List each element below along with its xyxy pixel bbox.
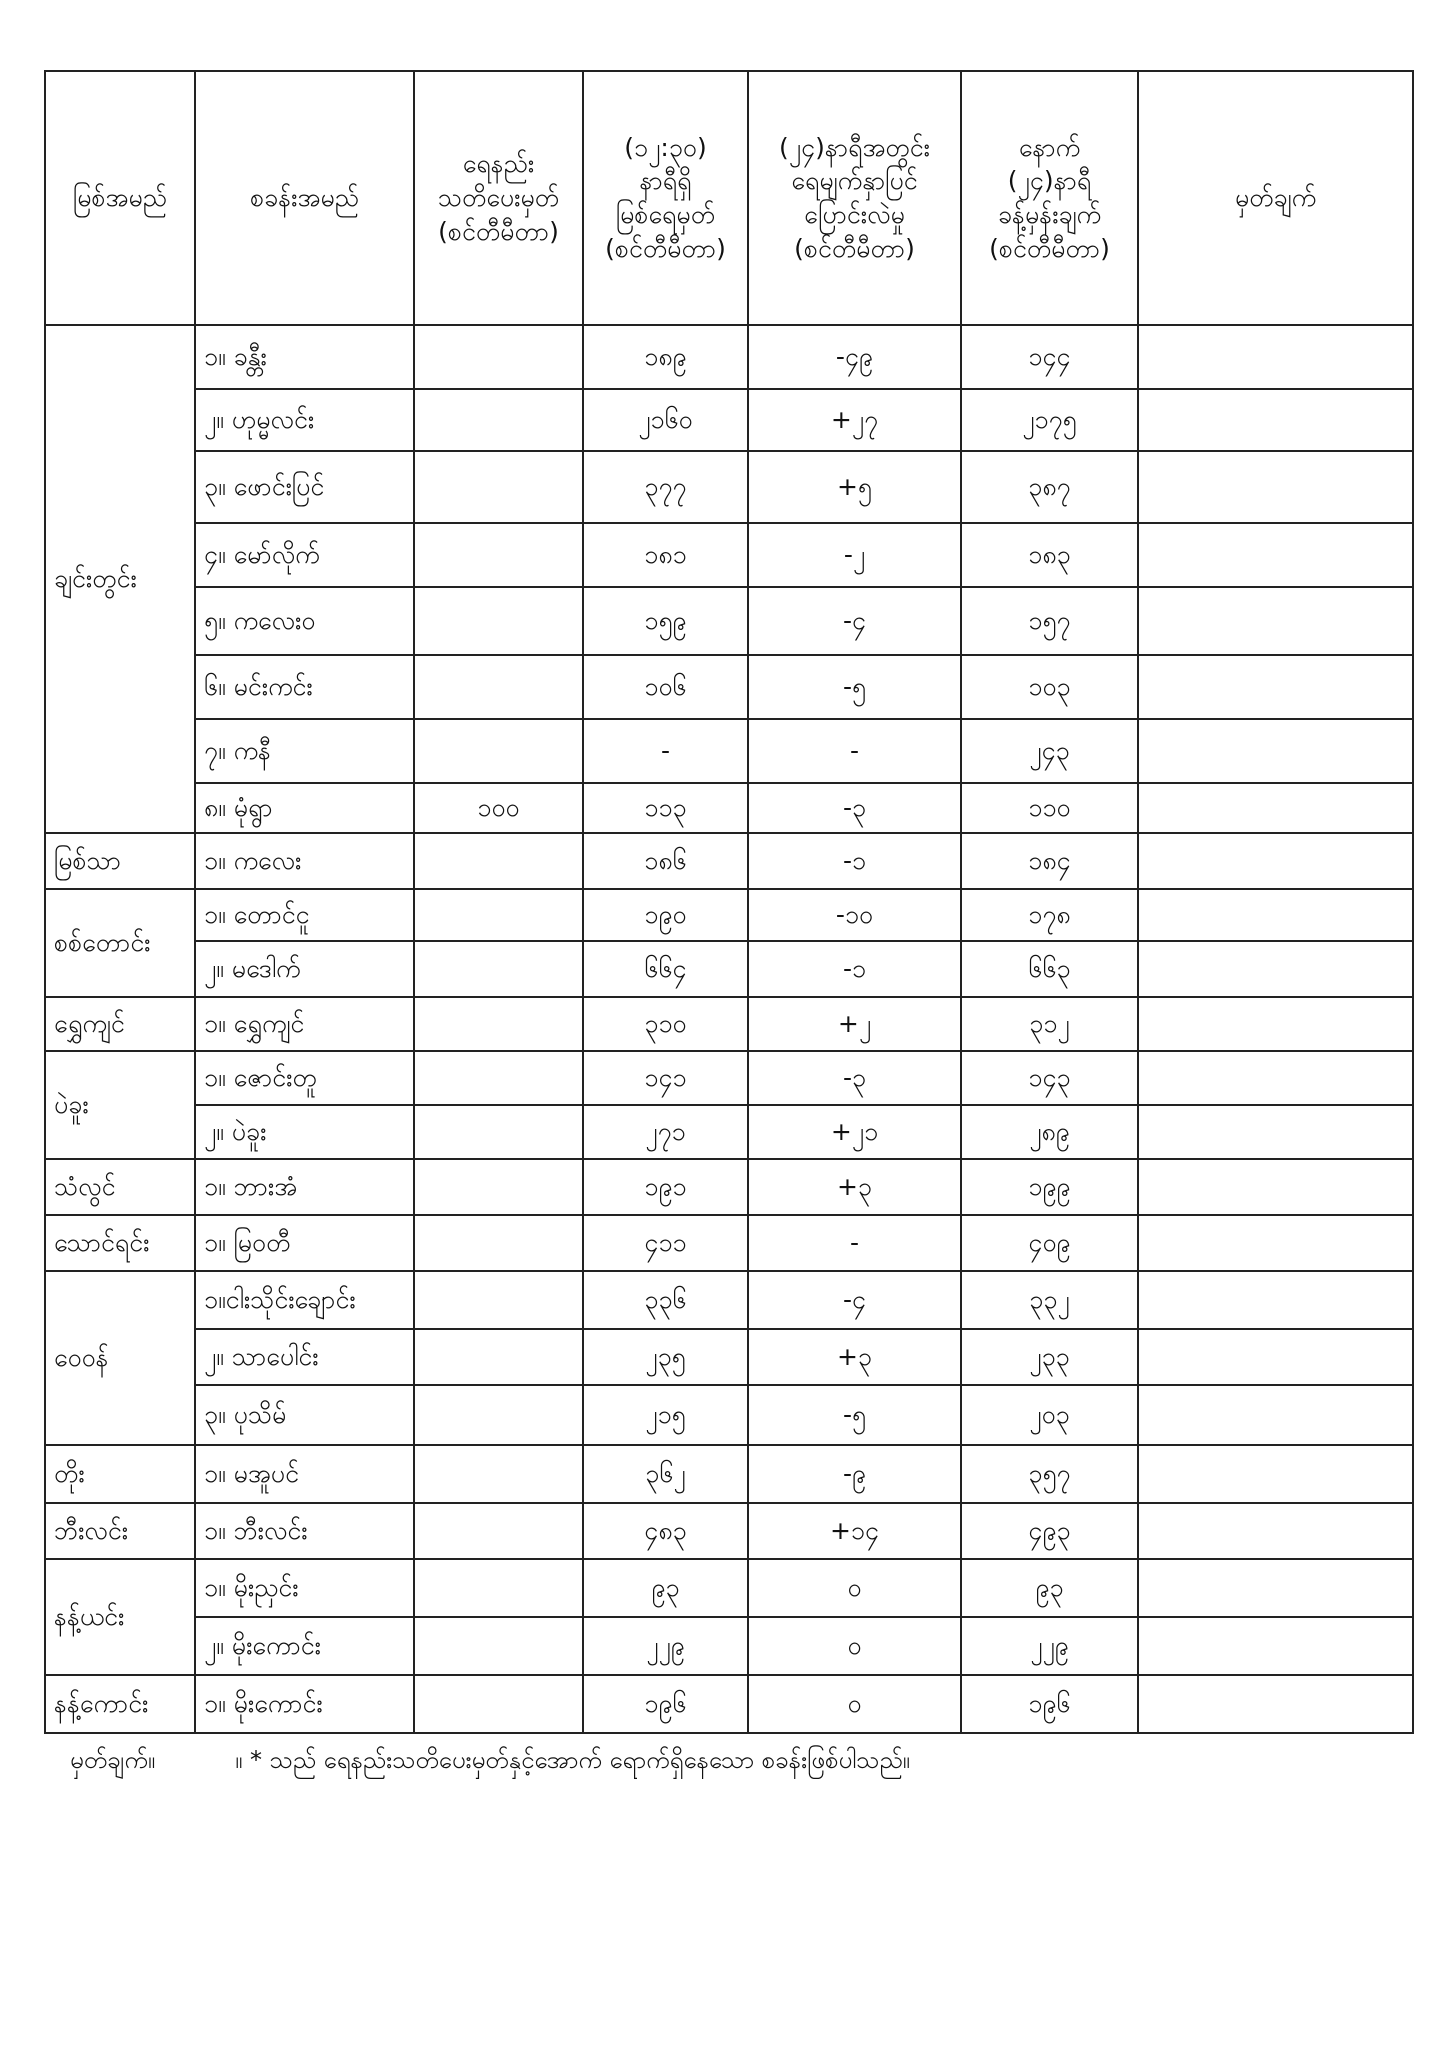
table-row bbox=[45, 1559, 1413, 1617]
forecast-cell: ၃၈၇ bbox=[961, 451, 1138, 523]
table-row bbox=[45, 941, 1413, 997]
level-change-cell: -၄ bbox=[748, 587, 961, 655]
header-line: မြစ်ရေမှတ် bbox=[615, 200, 716, 229]
station-name-cell: ၁။ ခန္တီး bbox=[195, 325, 414, 389]
table-row bbox=[45, 719, 1413, 783]
water-level-cell: ၁၈၉ bbox=[583, 325, 748, 389]
level-change-cell: -၅ bbox=[748, 655, 961, 719]
station-name-cell: ၅။ ကလေးဝ bbox=[195, 587, 414, 655]
table-row bbox=[45, 389, 1413, 451]
header-line: သတိပေးမှတ် bbox=[437, 183, 560, 213]
station-name-cell: ၁။ ရွှေကျင် bbox=[195, 997, 414, 1051]
table-row bbox=[45, 1051, 1413, 1105]
river-name-cell: ဝေဝန် bbox=[45, 1271, 195, 1445]
low-warning-cell bbox=[414, 325, 583, 389]
header-line: ရေနည်း bbox=[462, 149, 535, 179]
forecast-cell: ၃၅၇ bbox=[961, 1445, 1138, 1503]
water-level-cell: ၄၁၁ bbox=[583, 1215, 748, 1271]
station-name-cell: ၆။ မင်းကင်း bbox=[195, 655, 414, 719]
water-level-cell: ၂၂၉ bbox=[583, 1617, 748, 1675]
station-name-cell: ၂။ ပဲခူး bbox=[195, 1105, 414, 1159]
remark-cell bbox=[1138, 1105, 1413, 1159]
table-row bbox=[45, 833, 1413, 889]
water-level-cell: ၂၁၅ bbox=[583, 1385, 748, 1445]
water-level-cell: - bbox=[583, 719, 748, 783]
water-level-cell: ၆၆၄ bbox=[583, 941, 748, 997]
table-row bbox=[45, 1503, 1413, 1559]
station-name-cell: ၁။ငါးသိုင်းချောင်း bbox=[195, 1271, 414, 1329]
forecast-cell: ၁၇၈ bbox=[961, 889, 1138, 941]
header-line: ရေမျက်နှာပြင် bbox=[791, 166, 918, 196]
header-line: စခန်းအမည် bbox=[250, 183, 359, 213]
table-row bbox=[45, 1271, 1413, 1329]
remark-cell bbox=[1138, 523, 1413, 587]
water-level-cell: ၁၉၁ bbox=[583, 1159, 748, 1215]
low-warning-cell bbox=[414, 1271, 583, 1329]
header-remarks bbox=[1138, 71, 1413, 325]
station-name-cell: ၈။ မုံရွာ bbox=[195, 783, 414, 833]
water-level-cell: ၁၉၀ bbox=[583, 889, 748, 941]
remark-cell bbox=[1138, 1445, 1413, 1503]
station-name-cell: ၁။ မအူပင် bbox=[195, 1445, 414, 1503]
forecast-cell: ၄၀၉ bbox=[961, 1215, 1138, 1271]
level-change-cell: -၉ bbox=[748, 1445, 961, 1503]
forecast-cell: ၃၁၂ bbox=[961, 997, 1138, 1051]
level-change-cell: +၃ bbox=[748, 1159, 961, 1215]
header-row bbox=[45, 71, 1413, 325]
forecast-cell: ၆၆၃ bbox=[961, 941, 1138, 997]
header-line: နောက် bbox=[1018, 132, 1081, 162]
low-warning-cell bbox=[414, 1675, 583, 1733]
river-name-cell: ဘီးလင်း bbox=[45, 1503, 195, 1559]
river-level-table bbox=[44, 70, 1414, 1734]
level-change-cell: -၁၀ bbox=[748, 889, 961, 941]
remark-cell bbox=[1138, 389, 1413, 451]
table-row bbox=[45, 997, 1413, 1051]
header-line: နာရီရှိ bbox=[639, 166, 692, 196]
remark-cell bbox=[1138, 941, 1413, 997]
level-change-cell: -၁ bbox=[748, 833, 961, 889]
low-warning-cell bbox=[414, 1385, 583, 1445]
remark-cell bbox=[1138, 1675, 1413, 1733]
river-name-cell: တိုး bbox=[45, 1445, 195, 1503]
river-name-cell: သောင်ရင်း bbox=[45, 1215, 195, 1271]
header-line: ခန့်မှန်းချက် bbox=[997, 200, 1102, 229]
remark-cell bbox=[1138, 783, 1413, 833]
level-change-cell: +၂၇ bbox=[748, 389, 961, 451]
river-name-cell: နန့်ကောင်း bbox=[45, 1675, 195, 1733]
station-name-cell: ၂။ ဟုမ္မလင်း bbox=[195, 389, 414, 451]
table-row bbox=[45, 523, 1413, 587]
header-line: (စင်တီမီတာ) bbox=[989, 233, 1110, 263]
low-warning-cell bbox=[414, 889, 583, 941]
level-change-cell: -၄၉ bbox=[748, 325, 961, 389]
forecast-cell: ၂၄၃ bbox=[961, 719, 1138, 783]
low-warning-cell bbox=[414, 1445, 583, 1503]
water-level-cell: ၁၀၆ bbox=[583, 655, 748, 719]
low-warning-cell bbox=[414, 1329, 583, 1385]
table-row bbox=[45, 1617, 1413, 1675]
remark-cell bbox=[1138, 325, 1413, 389]
forecast-cell: ၁၄၃ bbox=[961, 1051, 1138, 1105]
low-warning-cell bbox=[414, 1159, 583, 1215]
level-change-cell: +၃ bbox=[748, 1329, 961, 1385]
low-warning-cell bbox=[414, 451, 583, 523]
station-name-cell: ၁။ မြဝတီ bbox=[195, 1215, 414, 1271]
forecast-cell: ၉၃ bbox=[961, 1559, 1138, 1617]
station-name-cell: ၃။ ဖောင်းပြင် bbox=[195, 451, 414, 523]
forecast-cell: ၂၃၃ bbox=[961, 1329, 1138, 1385]
water-level-cell: ၃၇၇ bbox=[583, 451, 748, 523]
table-row bbox=[45, 889, 1413, 941]
header-river-name bbox=[45, 71, 195, 325]
forecast-cell: ၁၈၃ bbox=[961, 523, 1138, 587]
water-level-cell: ၁၁၃ bbox=[583, 783, 748, 833]
level-change-cell: ၀ bbox=[748, 1675, 961, 1733]
remark-cell bbox=[1138, 1503, 1413, 1559]
remark-cell bbox=[1138, 997, 1413, 1051]
table-row bbox=[45, 1215, 1413, 1271]
station-name-cell: ၃။ ပုသိမ် bbox=[195, 1385, 414, 1445]
remark-cell bbox=[1138, 1051, 1413, 1105]
water-level-cell: ၁၈၆ bbox=[583, 833, 748, 889]
header-station-name bbox=[195, 71, 414, 325]
table-row bbox=[45, 325, 1413, 389]
forecast-cell: ၂၈၉ bbox=[961, 1105, 1138, 1159]
river-level-sheet bbox=[44, 70, 1412, 1734]
remark-cell bbox=[1138, 587, 1413, 655]
level-change-cell: +၂ bbox=[748, 997, 961, 1051]
station-name-cell: ၁။ ဇောင်းတူ bbox=[195, 1051, 414, 1105]
table-body bbox=[45, 325, 1413, 1733]
level-change-cell: +၅ bbox=[748, 451, 961, 523]
header-line: မြစ်အမည် bbox=[73, 183, 167, 213]
low-warning-cell bbox=[414, 1051, 583, 1105]
water-level-cell: ၁၈၁ bbox=[583, 523, 748, 587]
station-name-cell: ၂။ မိုးကောင်း bbox=[195, 1617, 414, 1675]
table-row bbox=[45, 1159, 1413, 1215]
river-name-cell: စစ်တောင်း bbox=[45, 889, 195, 997]
remark-cell bbox=[1138, 655, 1413, 719]
header-water-level bbox=[583, 71, 748, 325]
water-level-cell: ၃၆၂ bbox=[583, 1445, 748, 1503]
footnote-text: ။ * သည် ရေနည်းသတိပေးမှတ်နှင့်အောက် ရောက်ရှိနေသော စခန်းဖြစ်ပါသည်။ bbox=[235, 1746, 910, 1774]
water-level-cell: ၁၉၆ bbox=[583, 1675, 748, 1733]
forecast-cell: ၄၉၃ bbox=[961, 1503, 1138, 1559]
level-change-cell: ၀ bbox=[748, 1559, 961, 1617]
remark-cell bbox=[1138, 1559, 1413, 1617]
level-change-cell: -၅ bbox=[748, 1385, 961, 1445]
station-name-cell: ၄။ မော်လိုက် bbox=[195, 523, 414, 587]
header-forecast bbox=[961, 71, 1138, 325]
forecast-cell: ၂၁၇၅ bbox=[961, 389, 1138, 451]
station-name-cell: ၁။ ဘီးလင်း bbox=[195, 1503, 414, 1559]
river-name-cell: မြစ်သာ bbox=[45, 833, 195, 889]
table-row bbox=[45, 587, 1413, 655]
level-change-cell: - bbox=[748, 719, 961, 783]
water-level-cell: ၁၄၁ bbox=[583, 1051, 748, 1105]
river-name-cell: ရွှေကျင် bbox=[45, 997, 195, 1051]
header-line: (စင်တီမီတာ) bbox=[605, 233, 726, 263]
station-name-cell: ၇။ ကနီ bbox=[195, 719, 414, 783]
table-row bbox=[45, 655, 1413, 719]
level-change-cell: -၄ bbox=[748, 1271, 961, 1329]
low-warning-cell bbox=[414, 1617, 583, 1675]
table-row bbox=[45, 1445, 1413, 1503]
level-change-cell: -၃ bbox=[748, 1051, 961, 1105]
level-change-cell: +၂၁ bbox=[748, 1105, 961, 1159]
low-warning-cell bbox=[414, 719, 583, 783]
table-row bbox=[45, 1329, 1413, 1385]
header-line: (၁၂:၃၀) bbox=[624, 132, 707, 162]
station-name-cell: ၁။ မိုးညှင်း bbox=[195, 1559, 414, 1617]
table-row bbox=[45, 1105, 1413, 1159]
forecast-cell: ၁၅၇ bbox=[961, 587, 1138, 655]
station-name-cell: ၂။ မဒေါက် bbox=[195, 941, 414, 997]
river-name-cell: သံလွင် bbox=[45, 1159, 195, 1215]
low-warning-cell bbox=[414, 655, 583, 719]
low-warning-cell bbox=[414, 389, 583, 451]
remark-cell bbox=[1138, 889, 1413, 941]
forecast-cell: ၁၉၆ bbox=[961, 1675, 1138, 1733]
forecast-cell: ၁၀၃ bbox=[961, 655, 1138, 719]
low-warning-cell bbox=[414, 1559, 583, 1617]
station-name-cell: ၁။ ဘားအံ bbox=[195, 1159, 414, 1215]
forecast-cell: ၂၂၉ bbox=[961, 1617, 1138, 1675]
forecast-cell: ၁၈၄ bbox=[961, 833, 1138, 889]
header-line: (စင်တီမီတာ) bbox=[794, 233, 915, 263]
water-level-cell: ၉၃ bbox=[583, 1559, 748, 1617]
water-level-cell: ၄၈၃ bbox=[583, 1503, 748, 1559]
water-level-cell: ၃၁၀ bbox=[583, 997, 748, 1051]
station-name-cell: ၁။ တောင်ငူ bbox=[195, 889, 414, 941]
remark-cell bbox=[1138, 1617, 1413, 1675]
level-change-cell: -၂ bbox=[748, 523, 961, 587]
river-name-cell: နန့်ယင်း bbox=[45, 1559, 195, 1675]
remark-cell bbox=[1138, 1329, 1413, 1385]
footnote bbox=[70, 1744, 910, 1780]
forecast-cell: ၁၁၀ bbox=[961, 783, 1138, 833]
station-name-cell: ၂။ သာပေါင်း bbox=[195, 1329, 414, 1385]
station-name-cell: ၁။ ကလေး bbox=[195, 833, 414, 889]
remark-cell bbox=[1138, 719, 1413, 783]
table-row bbox=[45, 1675, 1413, 1733]
remark-cell bbox=[1138, 1159, 1413, 1215]
level-change-cell: +၁၄ bbox=[748, 1503, 961, 1559]
water-level-cell: ၁၅၉ bbox=[583, 587, 748, 655]
forecast-cell: ၂၀၃ bbox=[961, 1385, 1138, 1445]
forecast-cell: ၁၉၉ bbox=[961, 1159, 1138, 1215]
water-level-cell: ၂၇၁ bbox=[583, 1105, 748, 1159]
remark-cell bbox=[1138, 1385, 1413, 1445]
low-warning-cell bbox=[414, 941, 583, 997]
remark-cell bbox=[1138, 451, 1413, 523]
table-row bbox=[45, 1385, 1413, 1445]
low-warning-cell bbox=[414, 1105, 583, 1159]
header-line: ပြောင်းလဲမှု bbox=[804, 200, 905, 229]
header-line: မှတ်ချက် bbox=[1234, 183, 1317, 213]
header-line: (စင်တီမီတာ) bbox=[438, 216, 559, 246]
low-warning-cell bbox=[414, 523, 583, 587]
table-row bbox=[45, 451, 1413, 523]
level-change-cell: - bbox=[748, 1215, 961, 1271]
water-level-cell: ၂၃၅ bbox=[583, 1329, 748, 1385]
table-row bbox=[45, 783, 1413, 833]
footnote-label: မှတ်ချက်။ bbox=[70, 1746, 156, 1774]
header-level-change bbox=[748, 71, 961, 325]
river-name-cell: ချင်းတွင်း bbox=[45, 325, 195, 833]
low-warning-cell bbox=[414, 1503, 583, 1559]
water-level-cell: ၂၁၆၀ bbox=[583, 389, 748, 451]
remark-cell bbox=[1138, 1215, 1413, 1271]
low-warning-cell: ၁၀၀ bbox=[414, 783, 583, 833]
low-warning-cell bbox=[414, 1215, 583, 1271]
header-line: (၂၄)နာရီ bbox=[1007, 166, 1092, 196]
low-warning-cell bbox=[414, 997, 583, 1051]
remark-cell bbox=[1138, 1271, 1413, 1329]
low-warning-cell bbox=[414, 833, 583, 889]
forecast-cell: ၁၄၄ bbox=[961, 325, 1138, 389]
header-line: (၂၄)နာရီအတွင်း bbox=[779, 132, 930, 162]
low-warning-cell bbox=[414, 587, 583, 655]
level-change-cell: -၁ bbox=[748, 941, 961, 997]
river-name-cell: ပဲခူး bbox=[45, 1051, 195, 1159]
header-low-warning bbox=[414, 71, 583, 325]
station-name-cell: ၁။ မိုးကောင်း bbox=[195, 1675, 414, 1733]
remark-cell bbox=[1138, 833, 1413, 889]
water-level-cell: ၃၃၆ bbox=[583, 1271, 748, 1329]
level-change-cell: ၀ bbox=[748, 1617, 961, 1675]
forecast-cell: ၃၃၂ bbox=[961, 1271, 1138, 1329]
level-change-cell: -၃ bbox=[748, 783, 961, 833]
